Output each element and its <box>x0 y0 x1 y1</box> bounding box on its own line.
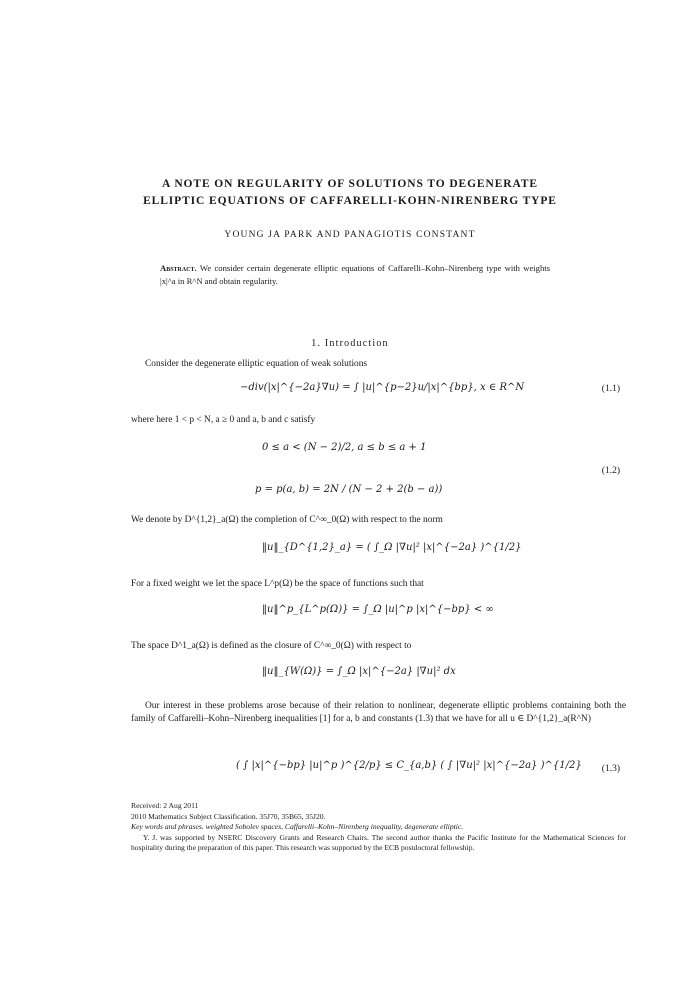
equation-lp-space: ‖u‖^p_{L^p(Ω)} = ∫_Ω |u|^p |x|^{−bp} < ∞ <box>262 604 494 615</box>
abstract <box>160 262 550 287</box>
paragraph-1: Consider the degenerate elliptic equation of weak solutions <box>145 359 368 369</box>
footnote-keywords: Key words and phrases. weighted Sobolev spaces, Caffarelli–Kohn–Nirenberg inequality, degenerate elliptic. <box>131 822 464 832</box>
footnote-msc: 2010 Mathematics Subject Classification. 35J70, 35B65, 35J20. <box>131 811 326 821</box>
abstract-text: We consider certain degenerate elliptic equations of Caffarelli–Kohn–Nirenberg type with weights |x|^a in R^N and obtain regularity. <box>160 263 551 286</box>
paragraph-5: The space D^1_a(Ω) is defined as the closure of C^∞_0(Ω) with respect to <box>131 641 412 651</box>
abstract-label: Abstract. <box>160 263 197 273</box>
paragraph-6: Our interest in these problems arose because of their relation to nonlinear, degenerate elliptic problems containing both the family of Caffarelli–Kohn–Nirenberg inequalities [1] for a, b and constants (1.3) that we have for all u ∈ D^{1,2}_a(R^N) <box>131 701 626 724</box>
equation-1-3: ( ∫ |x|^{−bp} |u|^p )^{2/p} ≤ C_{a,b} ( ∫ |∇u|² |x|^{−2a} )^{1/2} <box>236 760 582 771</box>
equation-1-1: −div(|x|^{−2a}∇u) = ∫ |u|^{p−2}u/|x|^{bp}, x ∈ R^N <box>240 382 525 393</box>
equation-norm: ‖u‖_{D^{1,2}_a} = ( ∫_Ω |∇u|² |x|^{−2a} )^{1/2} <box>262 542 522 553</box>
footnote-funding: Y. J. was supported by NSERC Discovery Grants and Research Chairs. The second author thanks the Pacific Institute for the Mathematical Sciences for hospitality during the preparation of this paper. This research was supported by the ECB postdoctoral fellowship. <box>131 832 626 853</box>
equation-number-1-3: (1.3) <box>601 764 620 774</box>
paragraph-2: where here 1 < p < N, a ≥ 0 and a, b and c satisfy <box>131 415 316 425</box>
footnotes <box>131 801 626 854</box>
footnote-received: Received: 2 Aug 2011 <box>131 801 199 810</box>
paragraph-4: For a fixed weight we let the space L^p(Ω) be the space of functions such that <box>131 579 424 589</box>
equation-1-2b: p = p(a, b) = 2N / (N − 2 + 2(b − a)) <box>255 484 443 495</box>
equation-number-1-1: (1.1) <box>601 384 620 394</box>
title-line-2: ELLIPTIC EQUATIONS OF CAFFARELLI-KOHN-NIRENBERG TYPE <box>143 195 557 207</box>
paragraph-3: We denote by D^{1,2}_a(Ω) the completion of C^∞_0(Ω) with respect to the norm <box>131 515 443 525</box>
section-heading: 1. Introduction <box>311 338 389 349</box>
author-list: YOUNG JA PARK AND PANAGIOTIS CONSTANT <box>224 230 476 240</box>
title-line-1: A NOTE ON REGULARITY OF SOLUTIONS TO DEGENERATE <box>162 178 538 190</box>
equation-1-2a: 0 ≤ a < (N − 2)/2, a ≤ b ≤ a + 1 <box>262 442 427 453</box>
paper-title <box>100 176 600 210</box>
equation-closure: ‖u‖_{W(Ω)} = ∫_Ω |x|^{−2a} |∇u|² dx <box>262 666 456 677</box>
equation-number-1-2: (1.2) <box>601 466 620 476</box>
